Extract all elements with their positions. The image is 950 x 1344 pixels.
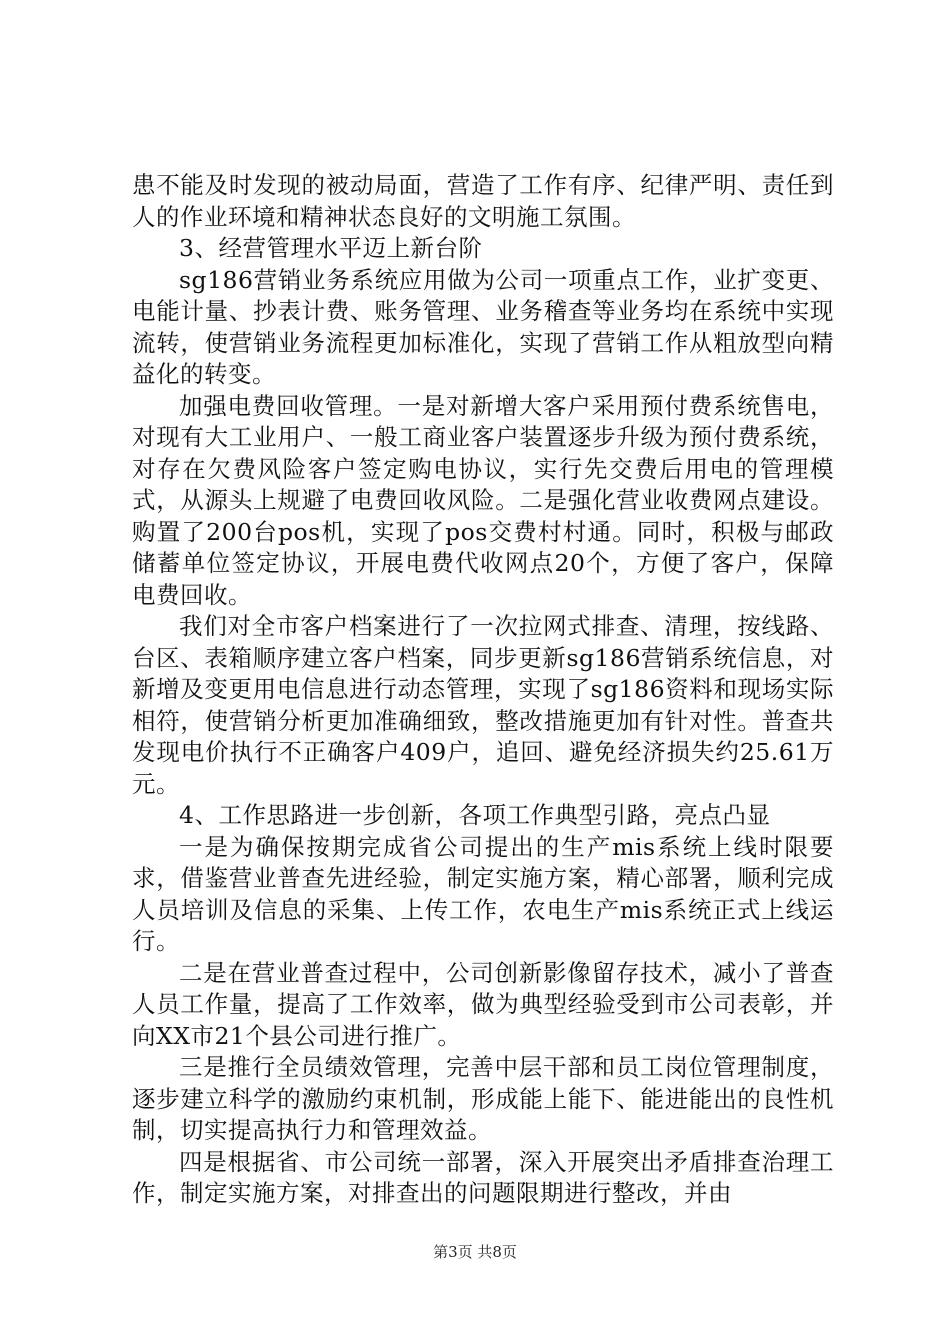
paragraph-sg186-system: sg186营销业务系统应用做为公司一项重点工作，业扩变更、电能计量、抄表计费、账务管理、业务稽查等业务均在系统中实现流转，使营销业务流程更加标准化，实现了营销工作从粗放型向精益化的转变。	[132, 265, 834, 388]
document-body	[132, 170, 834, 1210]
section-heading-3: 3、经营管理水平迈上新台阶	[179, 234, 483, 262]
paragraph-continuation: 患不能及时发现的被动局面，营造了工作有序、纪律严明、责任到人的作业环境和精神状态良好的文明施工氛围。	[132, 171, 834, 231]
paragraph-item-two: 二是在营业普查过程中，公司创新影像留存技术，减小了普查人员工作量，提高了工作效率，做为典型经验受到市公司表彰，并向XX市21个县公司进行推广。	[132, 958, 834, 1050]
paragraph-customer-archive: 我们对全市客户档案进行了一次拉网式排查、清理，按线路、台区、表箱顺序建立客户档案，同步更新sg186营销系统信息，对新增及变更用电信息进行动态管理，实现了sg186资料和现场实际相符，使营销分析更加准确细致，整改措施更加有针对性。普查共发现电价执行不正确客户409户，追回、避免经济损失约25.61万元。	[132, 612, 834, 798]
section-heading-4: 4、工作思路进一步创新，各项工作典型引路，亮点凸显	[179, 801, 771, 829]
paragraph-item-four: 四是根据省、市公司统一部署，深入开展突出矛盾排查治理工作，制定实施方案，对排查出的问题限期进行整改，并由	[132, 1147, 834, 1207]
paragraph-item-three: 三是推行全员绩效管理，完善中层干部和员工岗位管理制度，逐步建立科学的激励约束机制，形成能上能下、能进能出的良性机制，切实提高执行力和管理效益。	[132, 1053, 834, 1144]
paragraph-item-one: 一是为确保按期完成省公司提出的生产mis系统上线时限要求，借鉴营业普查先进经验，制定实施方案，精心部署，顺利完成人员培训及信息的采集、上传工作，农电生产mis系统正式上线运行。	[132, 832, 834, 955]
page-footer	[0, 1242, 950, 1262]
paragraph-fee-collection: 加强电费回收管理。一是对新增大客户采用预付费系统售电，对现有大工业用户、一般工商业客户装置逐步升级为预付费系统，对存在欠费风险客户签定购电协议，实行先交费后用电的管理模式，从源头上规避了电费回收风险。二是强化营业收费网点建设。购置了200台pos机，实现了pos交费村村通。同时，积极与邮政储蓄单位签定协议，开展电费代收网点20个，方便了客户，保障电费回收。	[132, 391, 834, 609]
page-number-label: 第3页 共8页	[433, 1243, 517, 1261]
